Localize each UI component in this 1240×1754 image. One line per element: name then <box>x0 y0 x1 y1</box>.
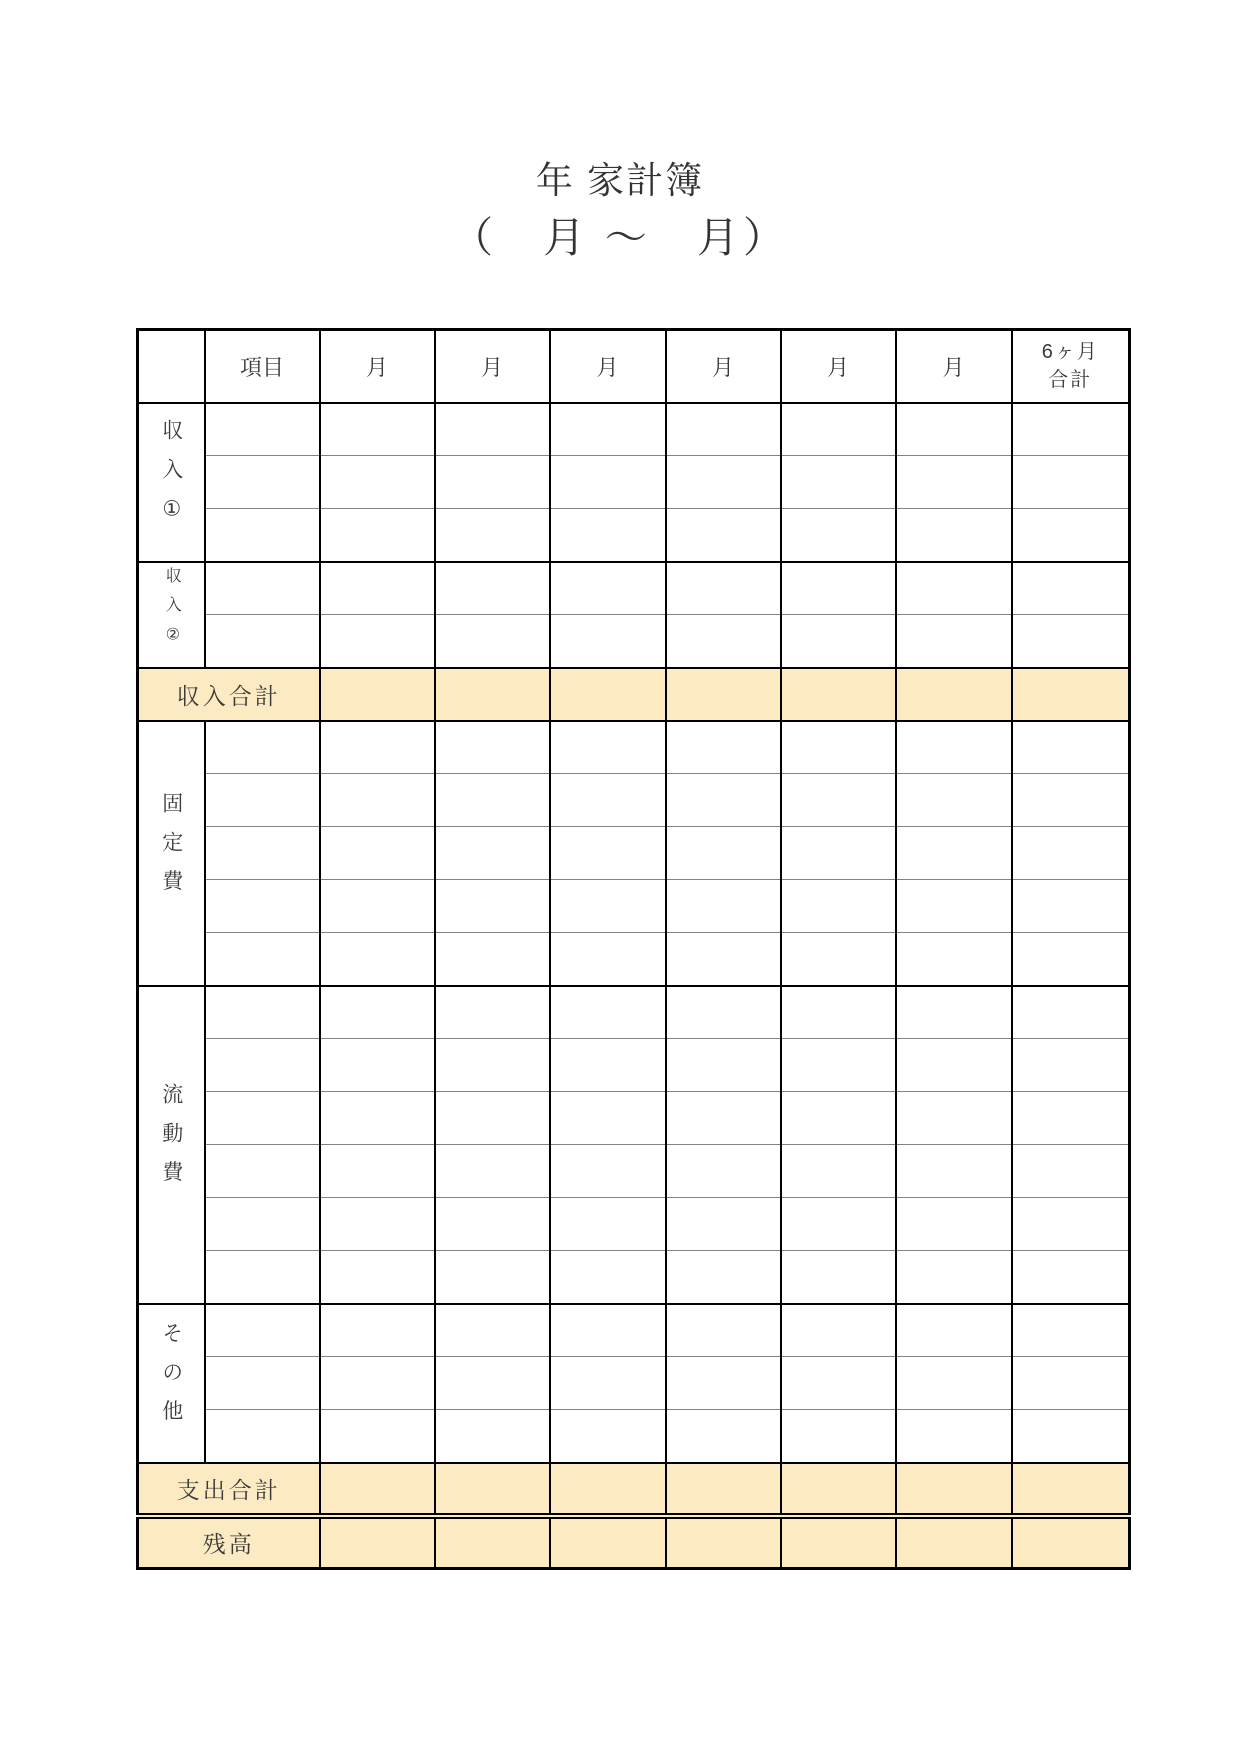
data-cell <box>550 509 666 562</box>
data-cell <box>550 1039 666 1092</box>
data-cell <box>1012 615 1130 668</box>
data-cell <box>896 615 1012 668</box>
data-cell <box>896 668 1012 721</box>
data-cell <box>666 1516 781 1569</box>
data-cell <box>550 774 666 827</box>
data-cell <box>781 509 896 562</box>
data-cell <box>666 774 781 827</box>
data-cell <box>205 933 320 986</box>
data-cell <box>1012 986 1130 1039</box>
data-cell <box>781 1145 896 1198</box>
data-cell <box>320 721 435 774</box>
data-cell <box>1012 774 1130 827</box>
data-cell <box>1012 1092 1130 1145</box>
data-cell <box>550 1463 666 1516</box>
fixed-costs-row <box>138 933 1130 986</box>
variable-costs-row <box>138 1039 1130 1092</box>
data-cell <box>435 403 550 456</box>
page-subtitle: （ 月 ～ 月） <box>451 214 789 261</box>
corner-cell <box>138 330 205 403</box>
data-cell <box>435 986 550 1039</box>
data-cell <box>781 1357 896 1410</box>
data-cell <box>896 509 1012 562</box>
data-cell <box>1012 1039 1130 1092</box>
data-cell <box>205 403 320 456</box>
data-cell <box>550 1304 666 1357</box>
header-row <box>138 330 1130 403</box>
data-cell <box>320 1304 435 1357</box>
data-cell <box>781 456 896 509</box>
data-cell <box>1012 1251 1130 1304</box>
balance-label: 残高 <box>138 1516 320 1569</box>
data-cell <box>896 827 1012 880</box>
data-cell <box>320 880 435 933</box>
data-cell <box>320 509 435 562</box>
data-cell <box>320 1198 435 1251</box>
data-cell <box>205 509 320 562</box>
data-cell <box>205 880 320 933</box>
data-cell <box>550 403 666 456</box>
data-cell <box>666 1304 781 1357</box>
data-cell <box>666 562 781 615</box>
data-cell <box>1012 1145 1130 1198</box>
data-cell <box>435 880 550 933</box>
data-cell <box>781 1092 896 1145</box>
data-cell <box>320 562 435 615</box>
data-cell <box>205 615 320 668</box>
data-cell <box>320 456 435 509</box>
month-column-header: 月 <box>435 330 550 403</box>
data-cell <box>205 827 320 880</box>
data-cell <box>435 827 550 880</box>
data-cell <box>1012 509 1130 562</box>
data-cell <box>666 880 781 933</box>
income1-row <box>138 509 1130 562</box>
data-cell <box>320 774 435 827</box>
data-cell <box>781 774 896 827</box>
data-cell <box>550 668 666 721</box>
data-cell <box>1012 1410 1130 1463</box>
data-cell <box>666 721 781 774</box>
data-cell <box>781 933 896 986</box>
data-cell <box>550 721 666 774</box>
item-column-header: 項目 <box>205 330 320 403</box>
month-column-header: 月 <box>550 330 666 403</box>
section-label-fixed-costs: 固定費 <box>138 721 205 986</box>
data-cell <box>550 1357 666 1410</box>
data-cell <box>781 721 896 774</box>
data-cell <box>781 1516 896 1569</box>
data-cell <box>896 1357 1012 1410</box>
data-cell <box>666 1251 781 1304</box>
data-cell <box>896 403 1012 456</box>
data-cell <box>666 668 781 721</box>
data-cell <box>435 774 550 827</box>
data-cell <box>435 1251 550 1304</box>
data-cell <box>1012 827 1130 880</box>
data-cell <box>1012 933 1130 986</box>
data-cell <box>550 880 666 933</box>
data-cell <box>550 562 666 615</box>
month-column-header: 月 <box>781 330 896 403</box>
data-cell <box>550 827 666 880</box>
data-cell <box>550 1516 666 1569</box>
data-cell <box>435 721 550 774</box>
data-cell <box>1012 880 1130 933</box>
data-cell <box>896 880 1012 933</box>
page-title: 年 家計簿 <box>535 160 705 201</box>
data-cell <box>435 562 550 615</box>
data-cell <box>666 1463 781 1516</box>
total-header-line2: 合計 <box>1048 369 1093 392</box>
data-cell <box>435 456 550 509</box>
income-total-row <box>138 668 1130 721</box>
data-cell <box>666 1410 781 1463</box>
data-cell <box>205 1357 320 1410</box>
data-cell <box>205 986 320 1039</box>
data-cell <box>205 721 320 774</box>
data-cell <box>205 1410 320 1463</box>
data-cell <box>781 403 896 456</box>
data-cell <box>666 1198 781 1251</box>
expense-total-row <box>138 1463 1130 1516</box>
balance-row <box>138 1516 1130 1569</box>
data-cell <box>1012 721 1130 774</box>
data-cell <box>896 1516 1012 1569</box>
data-cell <box>320 1410 435 1463</box>
data-cell <box>1012 1357 1130 1410</box>
data-cell <box>1012 1304 1130 1357</box>
data-cell <box>435 1092 550 1145</box>
data-cell <box>896 1198 1012 1251</box>
data-cell <box>781 827 896 880</box>
variable-costs-row <box>138 1251 1130 1304</box>
six-month-total-header <box>1012 330 1130 403</box>
data-cell <box>1012 1463 1130 1516</box>
income-total-label: 収入合計 <box>138 668 320 721</box>
data-cell <box>781 1039 896 1092</box>
data-cell <box>896 1092 1012 1145</box>
data-cell <box>320 403 435 456</box>
data-cell <box>435 1357 550 1410</box>
data-cell <box>896 721 1012 774</box>
data-cell <box>666 986 781 1039</box>
data-cell <box>781 1251 896 1304</box>
data-cell <box>666 1092 781 1145</box>
data-cell <box>896 1251 1012 1304</box>
data-cell <box>435 933 550 986</box>
data-cell <box>781 562 896 615</box>
data-cell <box>896 1145 1012 1198</box>
data-cell <box>666 933 781 986</box>
data-cell <box>435 1516 550 1569</box>
data-cell <box>896 774 1012 827</box>
data-cell <box>435 615 550 668</box>
data-cell <box>1012 1198 1130 1251</box>
data-cell <box>896 456 1012 509</box>
data-cell <box>320 1145 435 1198</box>
data-cell <box>320 1516 435 1569</box>
data-cell <box>320 668 435 721</box>
data-cell <box>896 986 1012 1039</box>
section-label-variable-costs: 流動費 <box>138 986 205 1304</box>
data-cell <box>781 1410 896 1463</box>
data-cell <box>320 1463 435 1516</box>
variable-costs-row <box>138 1198 1130 1251</box>
data-cell <box>666 403 781 456</box>
data-cell <box>781 1198 896 1251</box>
data-cell <box>320 986 435 1039</box>
fixed-costs-row <box>138 774 1130 827</box>
variable-costs-row <box>138 1092 1130 1145</box>
section-label-income2: 収入② <box>138 562 205 668</box>
total-header-line1: 6ヶ月 <box>1041 341 1099 364</box>
data-cell <box>550 933 666 986</box>
data-cell <box>435 1198 550 1251</box>
data-cell <box>435 1039 550 1092</box>
data-cell <box>550 456 666 509</box>
data-cell <box>550 986 666 1039</box>
data-cell <box>781 986 896 1039</box>
data-cell <box>896 1304 1012 1357</box>
variable-costs-row <box>138 986 1130 1039</box>
data-cell <box>666 509 781 562</box>
data-cell <box>781 615 896 668</box>
data-cell <box>205 562 320 615</box>
others-row <box>138 1410 1130 1463</box>
data-cell <box>896 1410 1012 1463</box>
data-cell <box>550 1145 666 1198</box>
fixed-costs-row <box>138 827 1130 880</box>
data-cell <box>205 1304 320 1357</box>
data-cell <box>781 1304 896 1357</box>
data-cell <box>320 1357 435 1410</box>
data-cell <box>896 562 1012 615</box>
data-cell <box>320 1092 435 1145</box>
data-cell <box>896 933 1012 986</box>
data-cell <box>781 880 896 933</box>
data-cell <box>1012 668 1130 721</box>
income1-row <box>138 456 1130 509</box>
others-row <box>138 1357 1130 1410</box>
data-cell <box>666 827 781 880</box>
data-cell <box>435 1304 550 1357</box>
income2-row <box>138 562 1130 615</box>
data-cell <box>205 1092 320 1145</box>
data-cell <box>1012 562 1130 615</box>
data-cell <box>550 1251 666 1304</box>
data-cell <box>550 1092 666 1145</box>
income1-row <box>138 403 1130 456</box>
data-cell <box>666 615 781 668</box>
data-cell <box>435 1410 550 1463</box>
month-column-header: 月 <box>896 330 1012 403</box>
fixed-costs-row <box>138 721 1130 774</box>
data-cell <box>320 827 435 880</box>
data-cell <box>666 1145 781 1198</box>
data-cell <box>435 1463 550 1516</box>
data-cell <box>896 1463 1012 1516</box>
month-column-header: 月 <box>666 330 781 403</box>
data-cell <box>435 668 550 721</box>
data-cell <box>205 774 320 827</box>
data-cell <box>435 509 550 562</box>
data-cell <box>205 1198 320 1251</box>
data-cell <box>205 1039 320 1092</box>
data-cell <box>320 1039 435 1092</box>
income2-row <box>138 615 1130 668</box>
expense-total-label: 支出合計 <box>138 1463 320 1516</box>
month-column-header: 月 <box>320 330 435 403</box>
data-cell <box>781 1463 896 1516</box>
data-cell <box>781 668 896 721</box>
section-label-income1: 収入① <box>138 403 205 562</box>
data-cell <box>550 1198 666 1251</box>
data-cell <box>205 1251 320 1304</box>
data-cell <box>896 1039 1012 1092</box>
data-cell <box>205 1145 320 1198</box>
fixed-costs-row <box>138 880 1130 933</box>
data-cell <box>550 615 666 668</box>
data-cell <box>1012 456 1130 509</box>
others-row <box>138 1304 1130 1357</box>
data-cell <box>1012 1516 1130 1569</box>
data-cell <box>205 456 320 509</box>
ledger-table <box>136 328 1131 1570</box>
data-cell <box>550 1410 666 1463</box>
data-cell <box>320 615 435 668</box>
data-cell <box>1012 403 1130 456</box>
data-cell <box>320 933 435 986</box>
data-cell <box>666 1039 781 1092</box>
data-cell <box>435 1145 550 1198</box>
variable-costs-row <box>138 1145 1130 1198</box>
data-cell <box>320 1251 435 1304</box>
section-label-others: その他 <box>138 1304 205 1463</box>
data-cell <box>666 1357 781 1410</box>
data-cell <box>666 456 781 509</box>
